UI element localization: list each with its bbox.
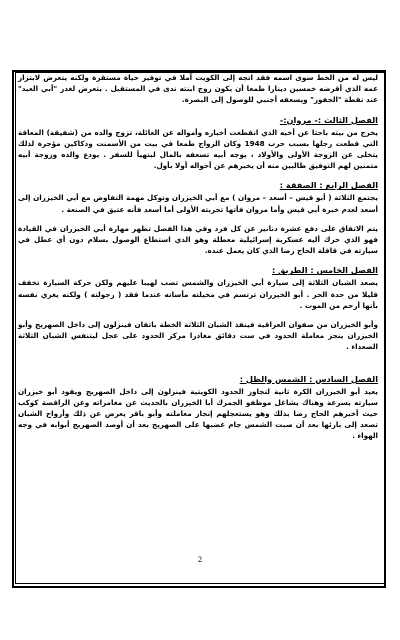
heading-text: الفصل الخامس : الطريق : [271,265,378,276]
paragraph-deal: يجتمع الثلاثة ( أبو قيس – أسعد – مروان ) مع أبي الخيزران وتوكل مهمة التفاوض مع أبي الخيزران إلى أسعد لعدم خبرة أبي قيس وأما مروان فأتها تجربته الأولى أما أسعد فأنه عتيق في الصنعة . [18,193,378,214]
document-body [18,72,378,442]
paragraph-marwan: يخرج من بيته باحثا عن أخيه الذي انقطعت أخباره وأمواله عن العائلة، تزوج والده من (شفيقة) المعاقة التي قطعت رجلها بسبب حرب 1948 وكان الزواج طمعا في بيت من الأسمنت ودكاكين مؤجرة لذلك يتخلى عن الزوجة الأولى والأولاد ، يوجه أبيه تسعفه بالمال لبتهيأ للسفر . يودع والده وزوجة أبيه متمنين لهم التوفيق طالبين منه أن يخبرهم عن أحواله أولا بأول. [18,127,378,171]
paragraph-intro: ليس له من الخط سوى اسمه فقد اتجه إلى الكويت آملا في توفير حياة مستقرة ولكنه يتعرض لابتزاز عمه الذي أقرضه خمسين دينارا طمعا أن يكون زوج ابنته ندى في المستقبل . يتعرض لغدر "أبي العبد" عند نقطة "الجفور" ويسعفه أجنبي للوصول إلى البصرة. [18,73,378,105]
spacer [18,256,378,264]
spacer [18,106,378,114]
paragraph-road-1: يصعد الشبان الثلاثة إلى سيارة أبي الخيزران والشمس تصب لهيبا عليهم ولكن حركة السيارة تخفف قليلا من حدة الحر . أبو الخيزران ترتسم في مخيلته مأساته عندما فقد ( رجولته ) ولكنه يغري نفسه بأنها أرحم من الموت . [18,278,378,310]
spacer [18,215,378,223]
paragraph-road-2: وأبو الخيزران من صفوان العراقية فينفذ الشبان الثلاثة الخطة باتقان فينزلون إلى داخل الصهريج وأبو الخيزران ينجز معاملة الحدود في ست دقائق مغادرا مركز الحدود على عجل ليتنفس الشبان الثلاثة الصعداء . [18,320,378,352]
heading-text: الفصل الثالث :- مروان:- [279,114,378,125]
spacer [18,353,378,373]
paragraph-agreement: يتم الاتفاق على دفع عشرة دنانير عن كل فرد وفي هذا الفصل تظهر مهارة أبي الخيزران في القيادة فهو الذي حرك أليه عسكرية إسرائيلية معطلة وهو الذي استطاع الوصول بسلام دون أي عطل في سيارته في قافلة الحاج رضا الذي كان يعمل عنده. [18,223,378,256]
heading-text: الفصل السادس : الشمس والظل : [239,373,378,384]
spacer [18,171,378,179]
section-heading-deal [18,179,378,192]
section-heading-marwan [18,114,378,127]
section-heading-road [18,264,378,277]
page-number: 2 [197,556,203,564]
paragraph-sun-shade: يعيد أبو الخيزران الكرة ثانية لتجاوز الحدود الكويتية فينزلون إلى داخل الصهريج ويقود أبو خيزران سيارته بسرعة وهناك يشاغل موظفو الجمرك أبا الخيزران بالحديث عن مغامراته وعن الراقصة كوكب حيث أخبرهم الحاج رضا بذلك وهو يستعجلهم إنجاز معاملته وأبو باقر يعرض عن ذلك وأرواح الشبان تصعد إلى بارئها بعد أن صبت الشمس جام غضبها على الصهريج بعد أن أوصد الصهريج أبوابه في وجه الهواء . [18,386,378,441]
section-heading-sun-shade [18,373,378,386]
spacer [18,311,378,319]
heading-text: الفصل الرابع : الصفقة : [279,180,378,191]
